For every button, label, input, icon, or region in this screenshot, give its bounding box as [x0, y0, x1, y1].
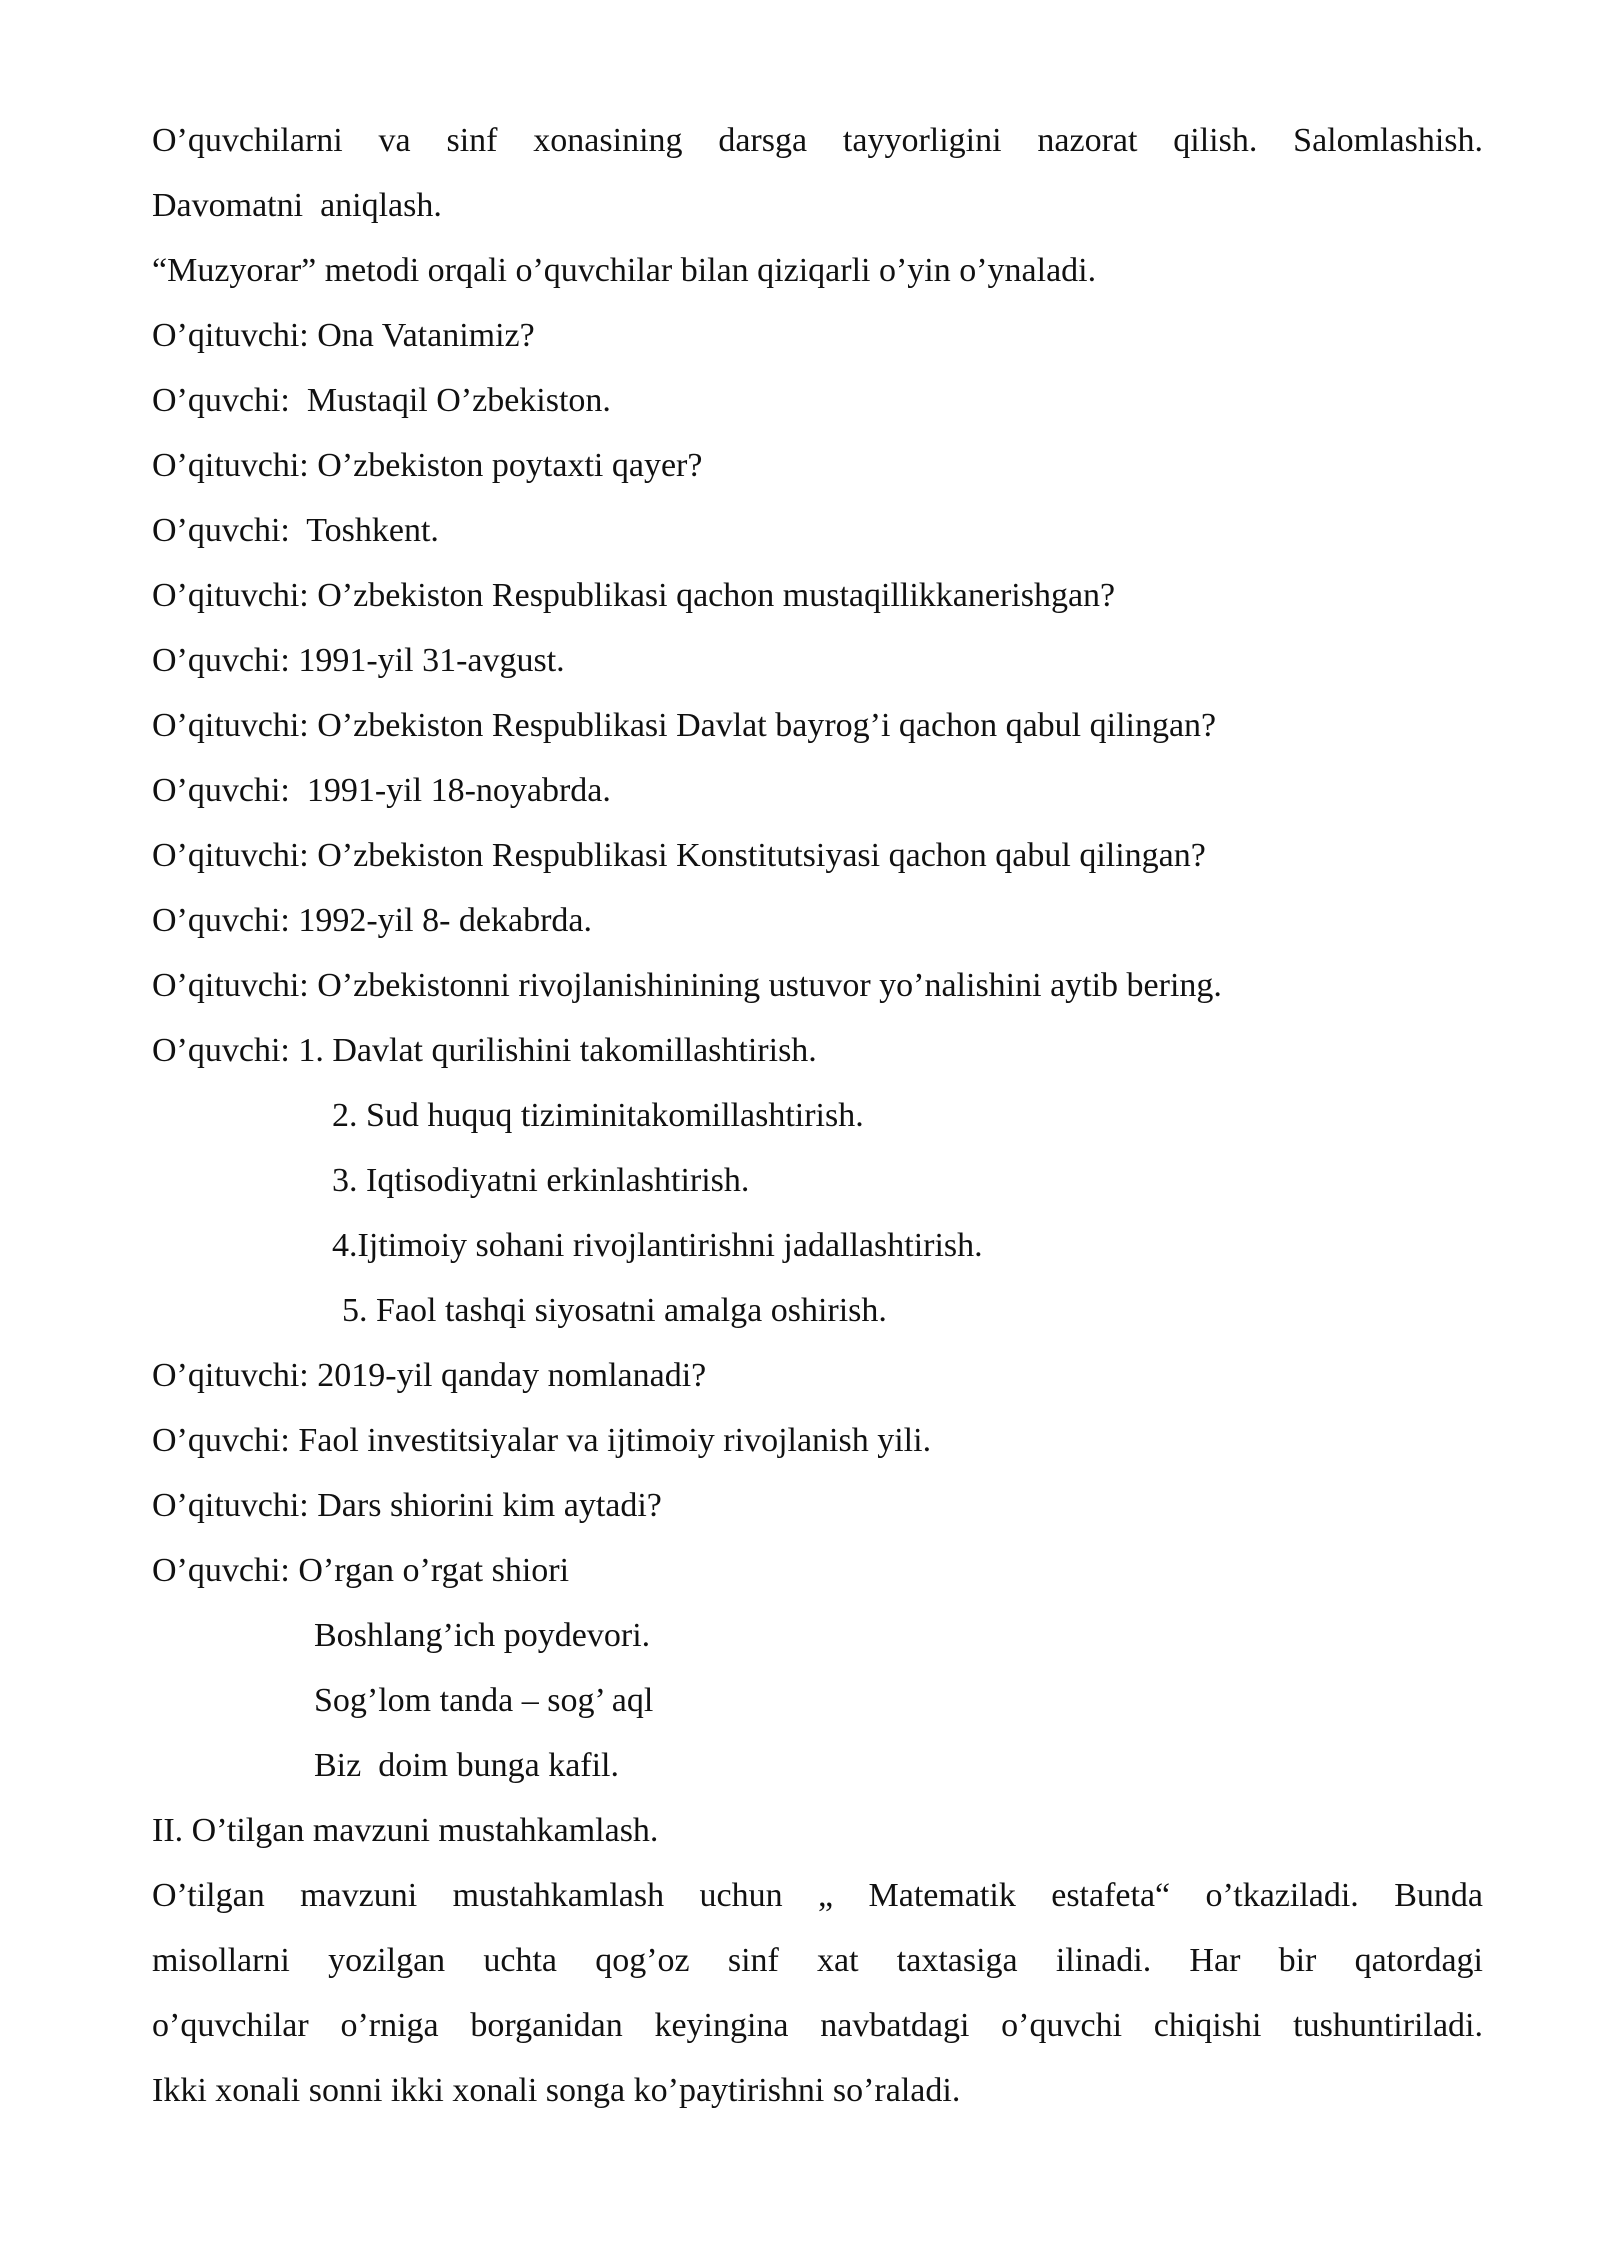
dialogue-line: O’qituvchi: O’zbekistonni rivojlanishinining ustuvor yo’nalishini aytib bering. — [152, 967, 1222, 1004]
dialogue-line: O’quvchi: O’rgan o’rgat shiori — [152, 1552, 570, 1589]
intro-line-2: Davomatni aniqlash. — [152, 187, 442, 224]
section-title: II. O’tilgan mavzuni mustahkamlash. — [152, 1812, 659, 1849]
priority-item: 2. Sud huquq tiziminitakomillashtirish. — [332, 1097, 864, 1134]
dialogue-line: O’quvchi: Faol investitsiyalar va ijtimoiy rivojlanish yili. — [152, 1422, 932, 1459]
method-line: “Muzyorar” metodi orqali o’quvchilar bilan qiziqarli o’yin o’ynaladi. — [152, 252, 1097, 289]
final-paragraph-line-3: o’quvchilar o’rniga borganidan keyingina navbatdagi o’quvchi chiqishi tushuntiriladi. — [152, 2007, 1483, 2044]
intro-line-1: O’quvchilarni va sinf xonasining darsga tayyorligini nazorat qilish. Salomlashish. — [152, 122, 1483, 159]
dialogue-line: O’quvchi: Mustaqil O’zbekiston. — [152, 382, 611, 419]
dialogue-line: O’qituvchi: O’zbekiston Respublikasi qachon mustaqillikkanerishgan? — [152, 577, 1116, 614]
dialogue-line: O’quvchi: Toshkent. — [152, 512, 439, 549]
dialogue-line: O’qituvchi: O’zbekiston poytaxti qayer? — [152, 447, 703, 484]
dialogue-line: O’qituvchi: 2019-yil qanday nomlanadi? — [152, 1357, 707, 1394]
motto-line: Boshlang’ich poydevori. — [314, 1617, 651, 1654]
priority-item: 3. Iqtisodiyatni erkinlashtirish. — [332, 1162, 750, 1199]
dialogue-line: O’quvchi: 1991-yil 31-avgust. — [152, 642, 565, 679]
final-paragraph-line-2: misollarni yozilgan uchta qog’oz sinf xat taxtasiga ilinadi. Har bir qatordagi — [152, 1942, 1483, 1979]
dialogue-line: O’quvchi: 1991-yil 18-noyabrda. — [152, 772, 611, 809]
dialogue-line: O’qituvchi: Ona Vatanimiz? — [152, 317, 535, 354]
dialogue-line: O’qituvchi: O’zbekiston Respublikasi Konstitutsiyasi qachon qabul qilingan? — [152, 837, 1206, 874]
motto-line: Biz doim bunga kafil. — [314, 1747, 620, 1784]
final-paragraph-line-4: Ikki xonali sonni ikki xonali songa ko’paytirishni so’raladi. — [152, 2072, 961, 2109]
dialogue-line: O’qituvchi: O’zbekiston Respublikasi Davlat bayrog’i qachon qabul qilingan? — [152, 707, 1217, 744]
document-body — [152, 108, 1483, 2123]
motto-line: Sog’lom tanda – sog’ aql — [314, 1682, 654, 1719]
dialogue-line: O’quvchi: 1. Davlat qurilishini takomillashtirish. — [152, 1032, 817, 1069]
dialogue-line: O’quvchi: 1992-yil 8- dekabrda. — [152, 902, 592, 939]
final-paragraph-line-1: O’tilgan mavzuni mustahkamlash uchun „ Matematik estafeta“ o’tkaziladi. Bunda — [152, 1877, 1483, 1914]
priority-item: 5. Faol tashqi siyosatni amalga oshirish. — [342, 1292, 887, 1329]
dialogue-line: O’qituvchi: Dars shiorini kim aytadi? — [152, 1487, 662, 1524]
priority-item: 4.Ijtimoiy sohani rivojlantirishni jadallashtirish. — [332, 1227, 983, 1264]
